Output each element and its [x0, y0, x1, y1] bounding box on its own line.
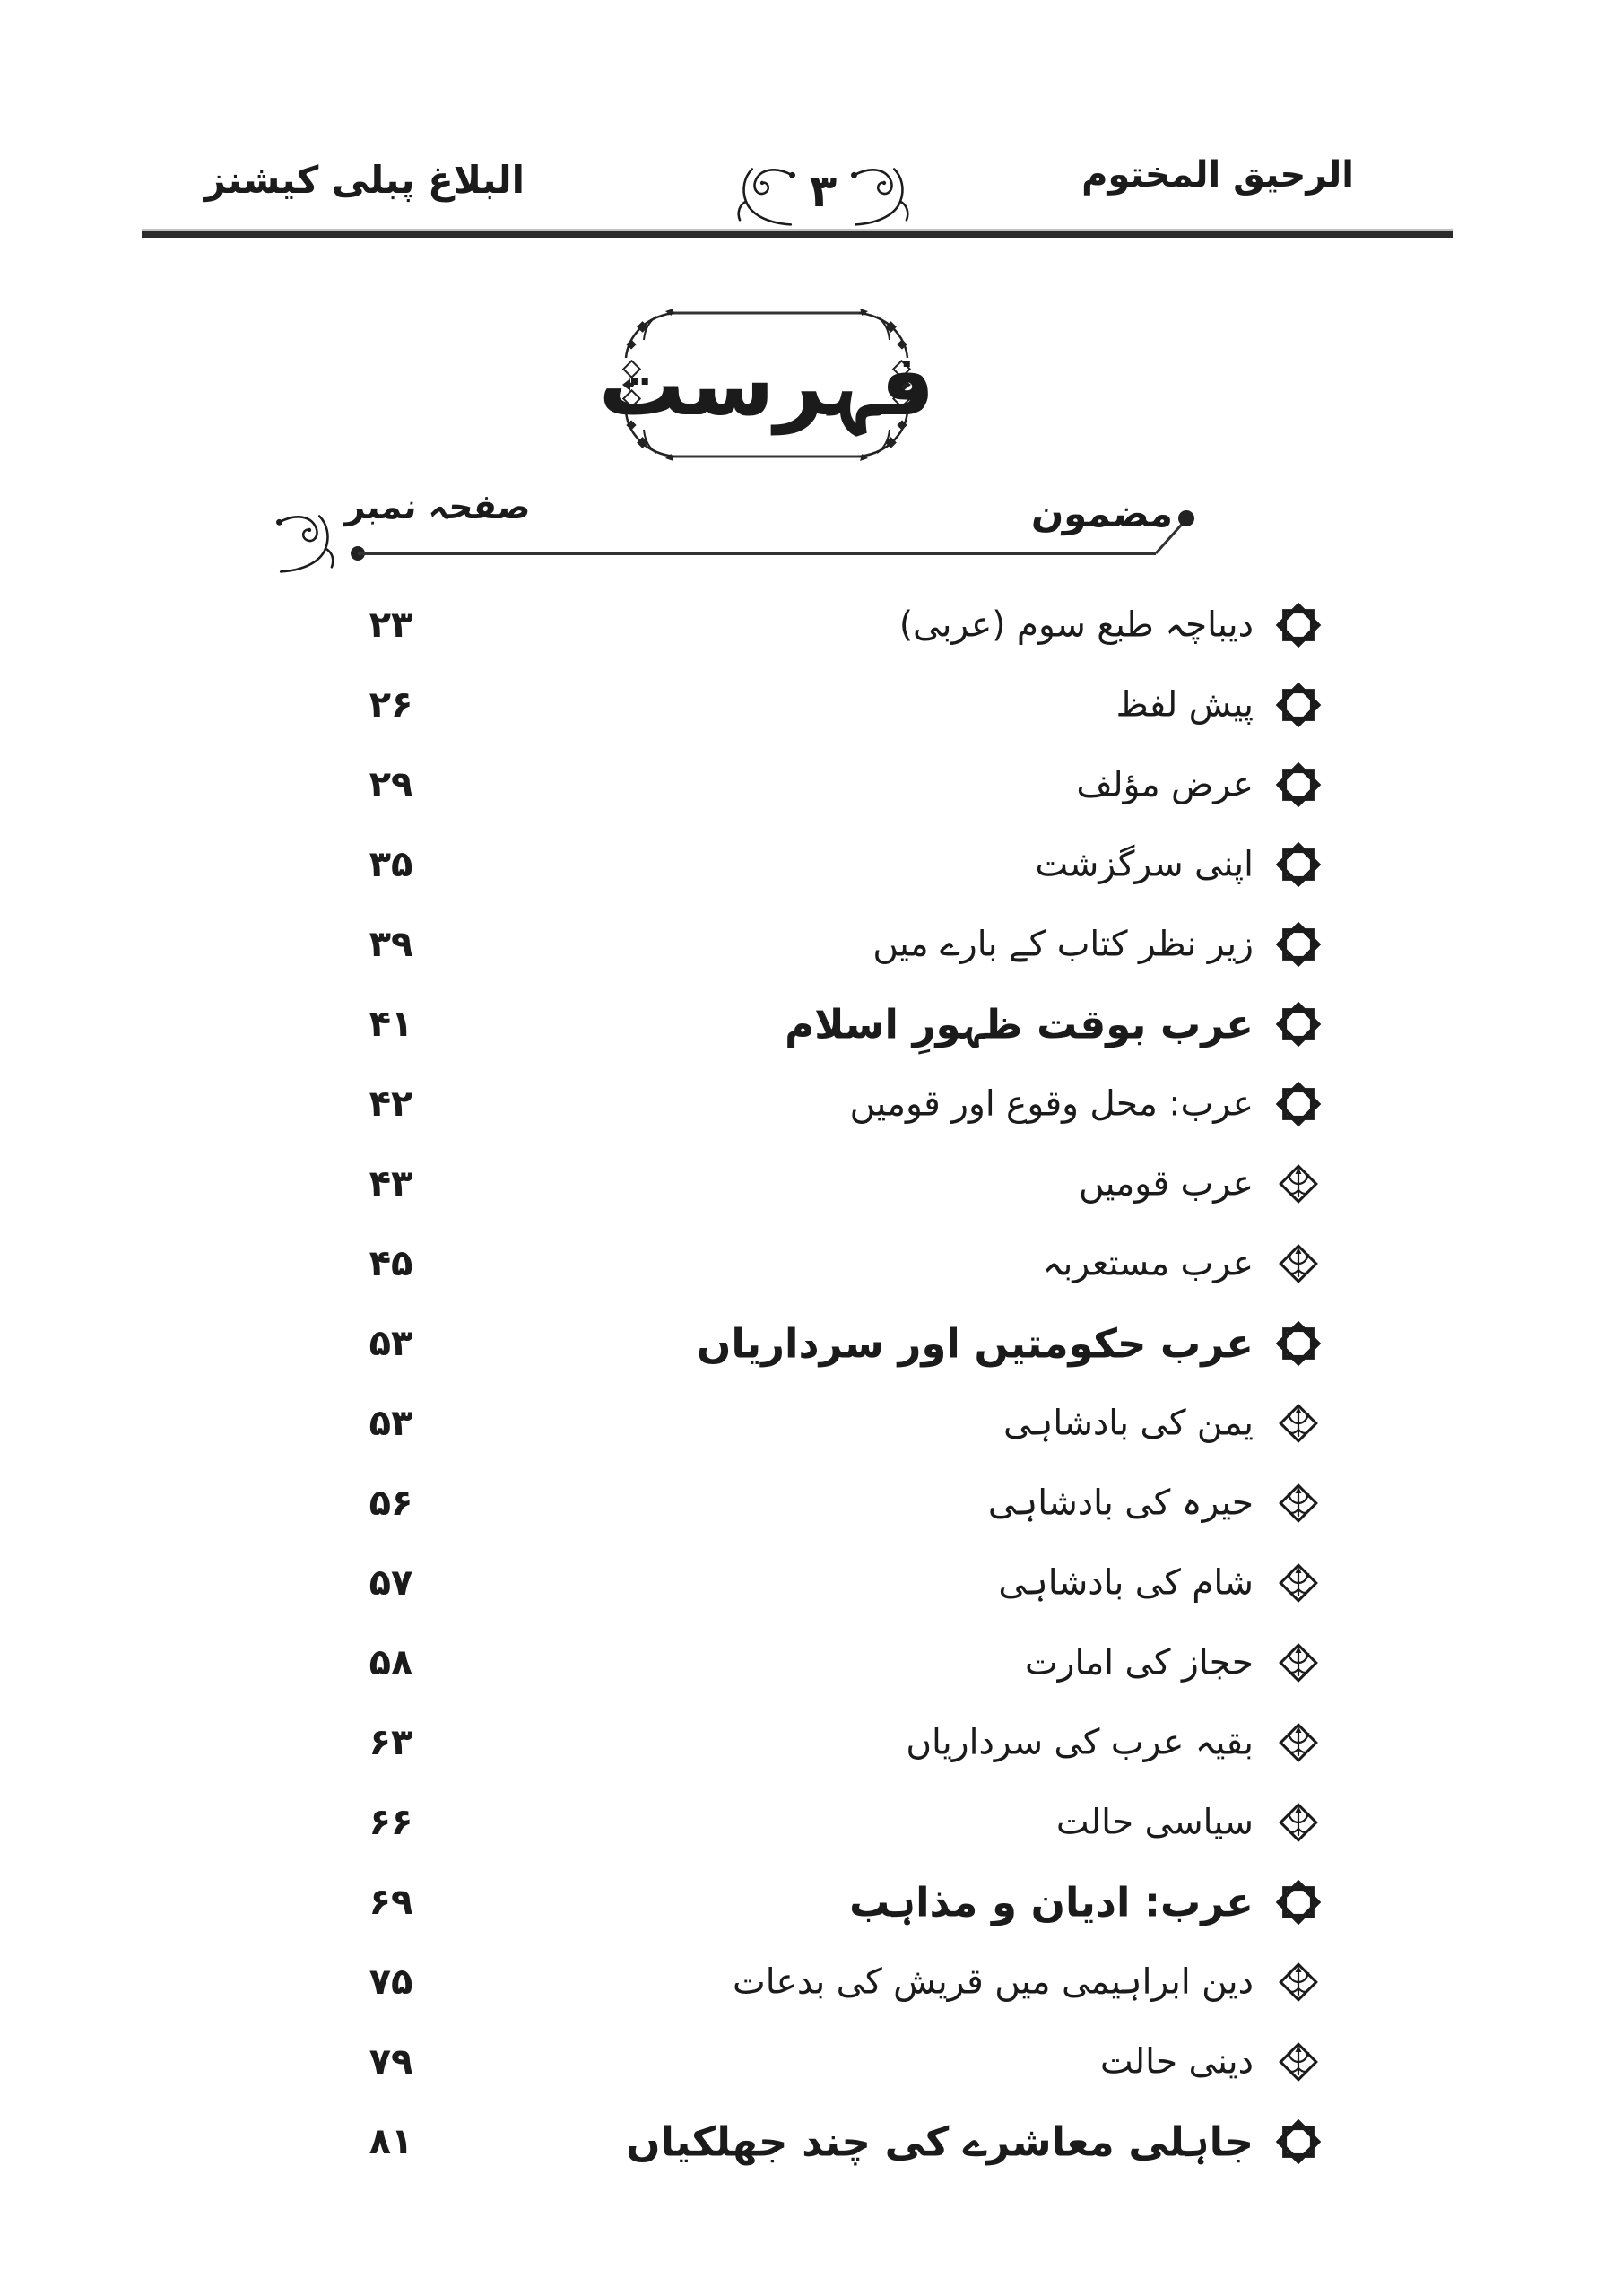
table-row	[350, 585, 1327, 665]
toc-entry-title: جاہلی معاشرے کی چند جھلکیاں	[626, 2118, 1254, 2165]
diamond-floral-ornament-icon	[1270, 1953, 1327, 2011]
table-row	[350, 1383, 1327, 1463]
diamond-floral-ornament-icon	[1270, 1395, 1327, 1452]
contents-title-frame	[598, 308, 935, 462]
eight-point-star-ornament-icon	[1270, 996, 1327, 1053]
toc-entry-page: ۲۶	[369, 683, 413, 726]
table-row	[350, 984, 1327, 1064]
toc-entry-page: ۲۹	[369, 763, 413, 805]
diamond-floral-ornament-icon	[1270, 1634, 1327, 1692]
column-flourish-icon	[274, 502, 344, 583]
toc-entry-page: ۶۹	[369, 1881, 413, 1923]
toc-entry-title: عرض مؤلف	[1076, 764, 1254, 804]
toc-entry-title: عرب حکومتیں اور سرداریاں	[696, 1319, 1254, 1367]
diamond-floral-ornament-icon	[1270, 1714, 1327, 1771]
table-row	[350, 1782, 1327, 1862]
column-header-page-number: صفحہ نمبر	[343, 487, 534, 526]
table-row	[350, 1942, 1327, 2022]
toc-entry-title: بقیہ عرب کی سرداریاں	[906, 1722, 1254, 1762]
publisher-title: البلاغ پبلی کیشنز	[204, 158, 525, 202]
floral-flourish-right-icon	[849, 155, 919, 236]
toc-list	[350, 585, 1327, 2181]
toc-entry-page: ۳۵	[369, 843, 413, 885]
toc-entry-page: ۴۵	[369, 1242, 413, 1284]
eight-point-star-ornament-icon	[1270, 676, 1327, 734]
eight-point-star-ornament-icon	[1270, 916, 1327, 973]
toc-entry-title: حیرہ کی بادشاہی	[987, 1483, 1254, 1523]
header-page-number: ۳	[809, 165, 838, 217]
toc-entry-page: ۵۳	[369, 1402, 413, 1444]
toc-entry-title: دیباچہ طبع سوم (عربی)	[898, 604, 1254, 645]
toc-entry-page: ۵۷	[369, 1561, 413, 1604]
diamond-floral-ornament-icon	[1270, 1235, 1327, 1292]
table-row	[350, 1862, 1327, 1942]
toc-entry-page: ۷۵	[369, 1961, 413, 2003]
toc-entry-page: ۵۸	[369, 1641, 413, 1683]
toc-entry-page: ۵۶	[369, 1482, 413, 1524]
eight-point-star-ornament-icon	[1270, 836, 1327, 893]
toc-entry-page: ۴۳	[369, 1162, 413, 1205]
table-row	[350, 2101, 1327, 2181]
diamond-floral-ornament-icon	[1270, 1155, 1327, 1213]
toc-entry-page: ۵۳	[369, 1322, 413, 1364]
table-row	[350, 1463, 1327, 1543]
toc-entry-title: حجاز کی امارت	[1024, 1642, 1254, 1683]
diamond-floral-ornament-icon	[1270, 1474, 1327, 1532]
toc-entry-title: شام کی بادشاہی	[998, 1562, 1254, 1603]
toc-entry-title: عرب بوقت ظہورِ اسلام	[785, 1000, 1254, 1048]
toc-entry-title: پیش لفظ	[1115, 684, 1254, 725]
table-row	[350, 1303, 1327, 1383]
toc-entry-title: یمن کی بادشاہی	[1003, 1403, 1254, 1443]
toc-entry-title: عرب: محل وقوع اور قومیں	[849, 1083, 1254, 1124]
header-page-number-group	[689, 151, 958, 240]
toc-entry-title: عرب مستعربہ	[1042, 1243, 1254, 1283]
eight-point-star-ornament-icon	[1270, 1874, 1327, 1931]
eight-point-star-ornament-icon	[1270, 596, 1327, 654]
table-row	[350, 1622, 1327, 1702]
table-row	[350, 1144, 1327, 1223]
toc-entry-title: دین ابراہیمی میں قریش کی بدعات	[733, 1961, 1254, 2002]
table-row	[350, 904, 1327, 984]
eight-point-star-ornament-icon	[1270, 756, 1327, 813]
toc-entry-title: دینی حالت	[1099, 2041, 1254, 2082]
table-row	[350, 2022, 1327, 2101]
eight-point-star-ornament-icon	[1270, 2113, 1327, 2170]
toc-entry-page: ۶۳	[369, 1721, 413, 1763]
toc-entry-title: عرب: ادیان و مذاہب	[849, 1878, 1254, 1926]
floral-flourish-left-icon	[727, 155, 797, 236]
book-title: الرحیق المختوم	[1081, 154, 1354, 196]
table-row	[350, 1543, 1327, 1622]
toc-entry-page: ۲۳	[369, 604, 413, 646]
diamond-floral-ornament-icon	[1270, 1794, 1327, 1851]
table-row	[350, 824, 1327, 904]
toc-entry-title: سیاسی حالت	[1055, 1802, 1254, 1842]
toc-entry-page: ۴۲	[369, 1083, 413, 1125]
toc-entry-page: ۷۹	[369, 2040, 413, 2083]
column-header-subject: مضمون	[1029, 491, 1176, 535]
table-row	[350, 1702, 1327, 1782]
toc-entry-page: ۶۶	[369, 1801, 413, 1843]
eight-point-star-ornament-icon	[1270, 1075, 1327, 1133]
toc-entry-title: اپنی سرگزشت	[1035, 844, 1254, 884]
toc-entry-title: زیر نظر کتاب کے بارے میں	[872, 924, 1254, 964]
column-divider-line	[345, 507, 1206, 570]
toc-entry-page: ۴۱	[369, 1003, 413, 1045]
table-row	[350, 744, 1327, 824]
toc-entry-page: ۸۱	[369, 2120, 413, 2162]
table-row	[350, 1223, 1327, 1303]
page-title: فہرست	[598, 335, 935, 435]
diamond-floral-ornament-icon	[1270, 1554, 1327, 1612]
toc-entry-title: عرب قومیں	[1078, 1163, 1254, 1204]
table-row	[350, 1064, 1327, 1144]
eight-point-star-ornament-icon	[1270, 1315, 1327, 1372]
toc-entry-page: ۳۹	[369, 923, 413, 965]
table-row	[350, 665, 1327, 744]
diamond-floral-ornament-icon	[1270, 2033, 1327, 2091]
header-rule	[142, 231, 1453, 238]
